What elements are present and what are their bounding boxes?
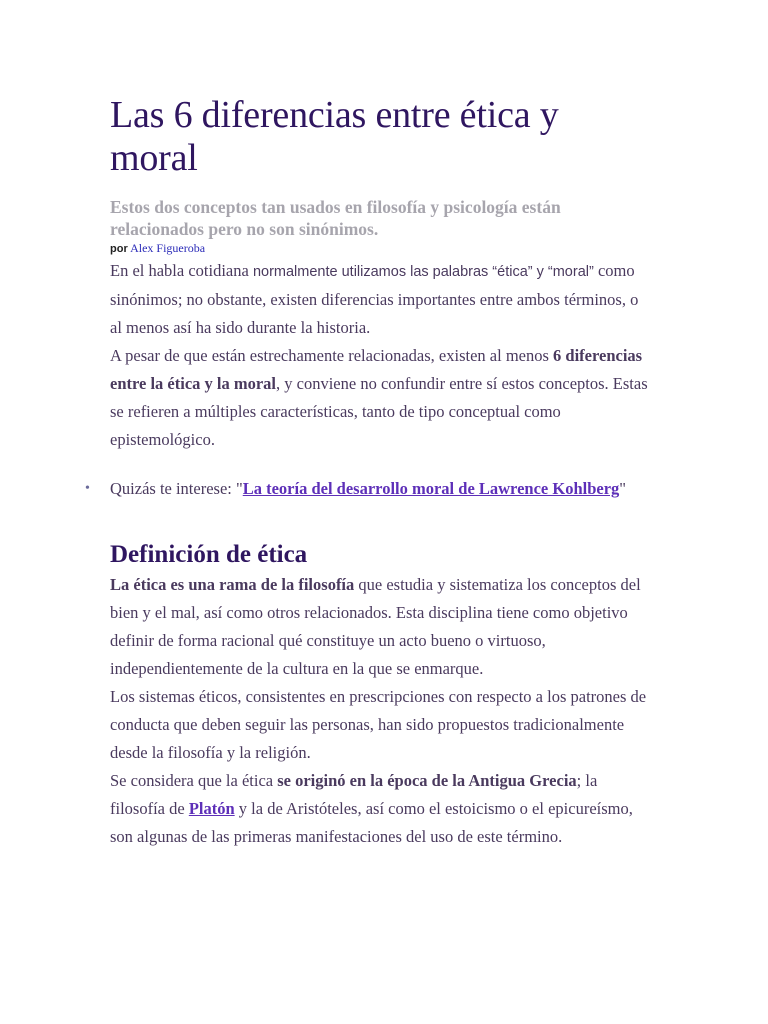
- ethics-p3-bold: se originó en la época de la Antigua Grecia: [277, 771, 577, 790]
- ethics-p1-rest: que estudia y sistematiza los conceptos del bien y el mal, así como otros relacionados. Esta disciplina tiene como objetivo definir de forma racional qué constituye un acto bueno o virtuoso, independientemente de la cultura en la que se enmarque.: [110, 575, 641, 678]
- page-title: Las 6 diferencias entre ética y moral: [110, 94, 559, 179]
- bullet-icon: •: [85, 481, 90, 496]
- intro-p2-bold: 6 diferencias entre la ética y la moral: [110, 346, 643, 393]
- intro-paragraph-1: [110, 257, 650, 342]
- related-article-item: [85, 475, 650, 503]
- byline: [110, 240, 650, 257]
- intro-paragraph-2: [110, 342, 650, 454]
- ethics-p3-c: y la de Aristóteles, así como el estoicismo o el epicureísmo, son algunas de las primeras manifestaciones del uso de este término.: [110, 799, 633, 846]
- intro-p2-a: A pesar de que están estrechamente relacionadas, existen al menos: [110, 346, 554, 365]
- ethics-p1-bold: La ética es una rama de la filosofía: [110, 575, 355, 594]
- article-subtitle: Estos dos conceptos tan usados en filosofía y psicología están relacionados pero no son sinónimos.: [110, 197, 561, 239]
- intro-p1-sans: normalmente utilizamos las palabras “ética” y “moral”: [252, 264, 594, 280]
- author-link[interactable]: Alex Figueroba: [130, 241, 206, 255]
- article: [85, 94, 650, 851]
- ethics-paragraph-2: Los sistemas éticos, consistentes en prescripciones con respecto a los patrones de conducta que deben seguir las personas, han sido propuestos tradicionalmente desde la filosofía y la religión.: [110, 687, 647, 762]
- platon-link[interactable]: Platón: [188, 799, 235, 818]
- intro-p2-b: , y conviene no confundir entre sí estos conceptos. Estas se refieren a múltiples características, tanto de tipo conceptual como epistemológico.: [110, 374, 648, 449]
- intro-p1-b: como sinónimos; no obstante, existen diferencias importantes entre ambos términos, o al menos así ha sido durante la historia.: [110, 261, 639, 337]
- related-article-link[interactable]: La teoría del desarrollo moral de Lawrence Kohlberg: [242, 479, 620, 498]
- ethics-p3-a: Se considera que la ética: [110, 771, 278, 790]
- related-prefix: Quizás te interese: ": [110, 479, 243, 498]
- intro-p1-a: En el habla cotidiana: [110, 261, 253, 280]
- section-heading-ethics: Definición de ética: [110, 541, 308, 568]
- ethics-p3-b: ; la filosofía de: [110, 771, 598, 818]
- byline-prefix: por: [110, 243, 128, 255]
- ethics-paragraph-1: [110, 571, 650, 683]
- related-suffix: ": [619, 479, 627, 498]
- ethics-paragraph-3: [110, 767, 650, 851]
